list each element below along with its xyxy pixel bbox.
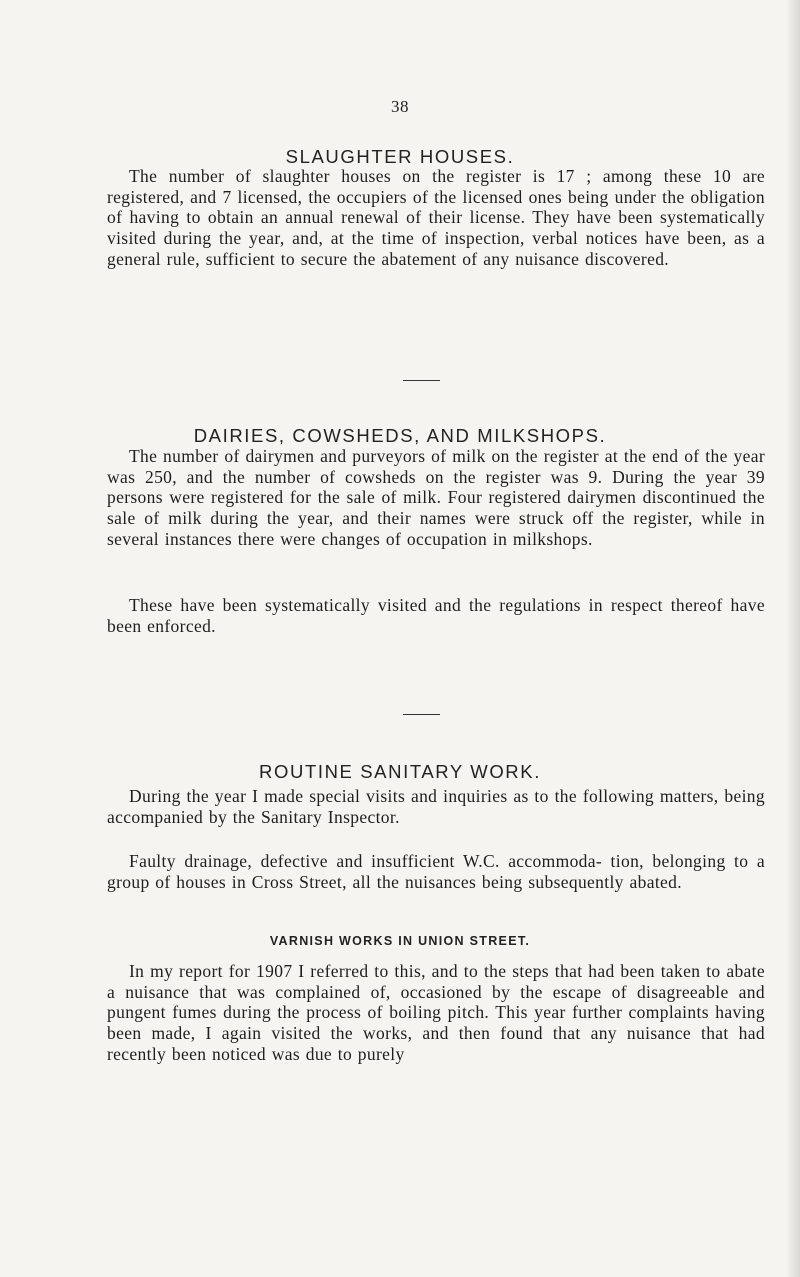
- page-edge-shadow: [786, 0, 800, 1277]
- paragraph-slaughter-houses: [107, 166, 765, 270]
- heading-dairies-cowsheds-milkshops: DAIRIES, COWSHEDS, AND MILKSHOPS.: [193, 425, 607, 446]
- paragraph-text: In my report for 1907 I referred to this, and to the steps that had been taken to abate a nuisance that was complained of, occasioned by the escape of disagreeable and pungent fumes during the process of boiling pitch. This year further complaints having been made, I again visited the works, and then found that any nuisance that had recently been noticed was due to purely: [107, 961, 765, 1064]
- paragraph-text: Faulty drainage, defective and insufficient W.C. accommoda- tion, belonging to a group of houses in Cross Street, all the nuisances being subsequently abated.: [107, 851, 765, 892]
- heading-routine-sanitary-work: ROUTINE SANITARY WORK.: [259, 761, 541, 782]
- paragraph-routine-1: [107, 786, 765, 827]
- paragraph-text: These have been systematically visited and the regulations in respect thereof have been enforced.: [107, 595, 765, 636]
- paragraph-text: During the year I made special visits and inquiries as to the following matters, being accompanied by the Sanitary Inspector.: [107, 786, 765, 827]
- paragraph-text: The number of slaughter houses on the register is 17 ; among these 10 are registered, and 7 licensed, the occupiers of the licensed ones being under the obligation of having to obtain an annual renewal of their license. They have been systematically visited during the year, and, at the time of inspection, verbal notices have been, as a general rule, sufficient to secure the abatement of any nuisance discovered.: [107, 166, 765, 269]
- paragraph-dairies-2: [107, 595, 765, 636]
- paragraph-routine-2: [107, 851, 765, 892]
- heading-slaughter-houses: SLAUGHTER HOUSES.: [285, 146, 515, 167]
- paragraph-text: The number of dairymen and purveyors of milk on the register at the end of the year was 250, and the number of cowsheds on the register was 9. During the year 39 persons were registered for the sale of milk. Four registered dairymen discontinued the sale of milk during the year, and their names were struck off the register, while in several instances there were changes of occupation in milkshops.: [107, 446, 765, 549]
- paragraph-varnish-works: [107, 961, 765, 1065]
- subheading-varnish-works: VARNISH WORKS IN UNION STREET.: [269, 934, 531, 948]
- paragraph-dairies-1: [107, 446, 765, 550]
- section-divider: [403, 714, 440, 715]
- page-number: 38: [391, 97, 409, 116]
- section-divider: [403, 380, 440, 381]
